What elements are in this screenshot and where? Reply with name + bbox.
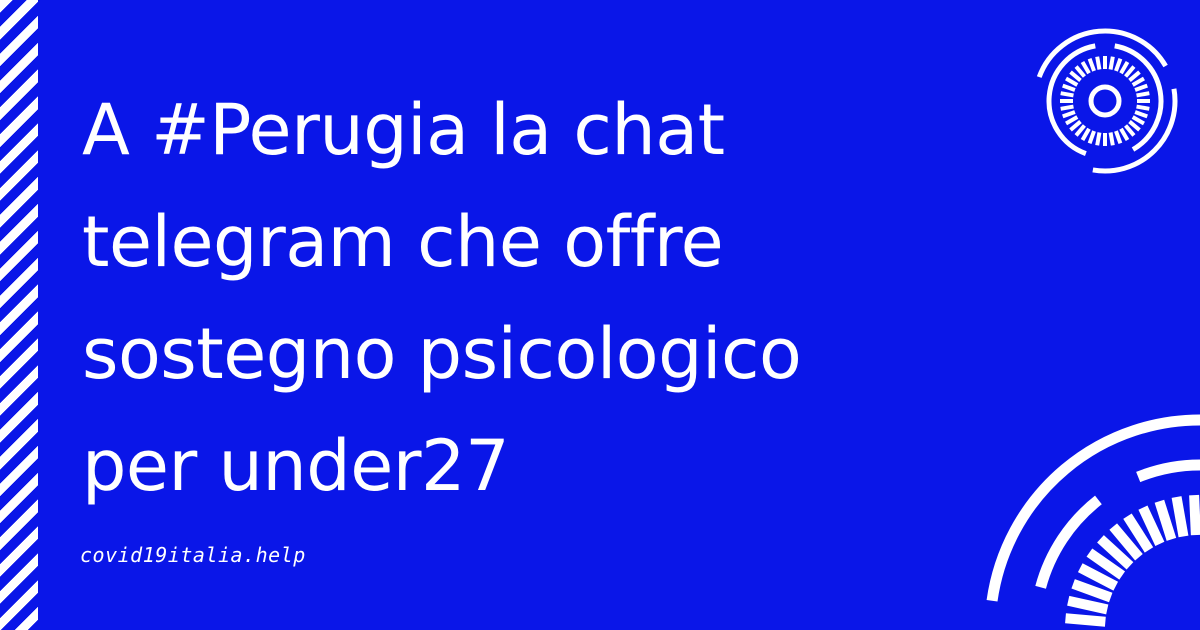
tick-mark [1066, 79, 1077, 86]
tick-mark [1063, 86, 1075, 90]
middle-arc [1138, 465, 1200, 477]
site-url: covid19italia.help [80, 543, 306, 567]
tick-mark [1061, 107, 1074, 109]
headline-line-1: A #Perugia la chat [82, 89, 725, 171]
tick-mark [1121, 129, 1128, 140]
tick-mark [1133, 79, 1144, 86]
headline [82, 74, 1022, 522]
middle-arc [1115, 46, 1161, 150]
headline-line-2: telegram che offre [82, 201, 724, 283]
tick-mark [1116, 131, 1120, 143]
tick-mark [1159, 501, 1171, 539]
tick-mark [1071, 72, 1081, 80]
tick-mark [1076, 67, 1084, 77]
tick-mark [1111, 133, 1113, 146]
tick-mark [1066, 618, 1106, 621]
tick-mark [1116, 59, 1120, 71]
headline-line-3: sostegno psicologico [82, 313, 802, 395]
tick-mark [1111, 57, 1113, 70]
tick-mark [1097, 133, 1099, 146]
tick-mark [1066, 117, 1077, 124]
tick-mark [1063, 112, 1075, 116]
tick-mark [1130, 72, 1140, 80]
tick-mark [1090, 59, 1094, 71]
tick-mark [1083, 129, 1090, 140]
tick-mark [1135, 86, 1147, 90]
tick-mark [1097, 57, 1099, 70]
tick-mark [1137, 93, 1150, 95]
striped-border [0, 0, 38, 630]
tick-mark [1126, 67, 1134, 77]
tick-mark [1071, 122, 1081, 130]
tick-mark [1126, 126, 1134, 136]
tick-mark [1177, 497, 1184, 536]
tick-mark [1135, 112, 1147, 116]
tick-mark [1076, 126, 1084, 136]
tick-mark [1133, 117, 1144, 124]
tick-mark [1194, 495, 1196, 535]
radial-target-icon [1030, 26, 1180, 176]
radial-target-icon [990, 385, 1200, 630]
tick-mark [1090, 131, 1094, 143]
headline-line-4: per under27 [82, 425, 510, 507]
tick-mark [1121, 62, 1128, 73]
tick-mark [1083, 62, 1090, 73]
tick-mark [1130, 122, 1140, 130]
tick-mark [1068, 601, 1107, 610]
tick-mark [1137, 107, 1150, 109]
tick-mark [1061, 93, 1074, 95]
